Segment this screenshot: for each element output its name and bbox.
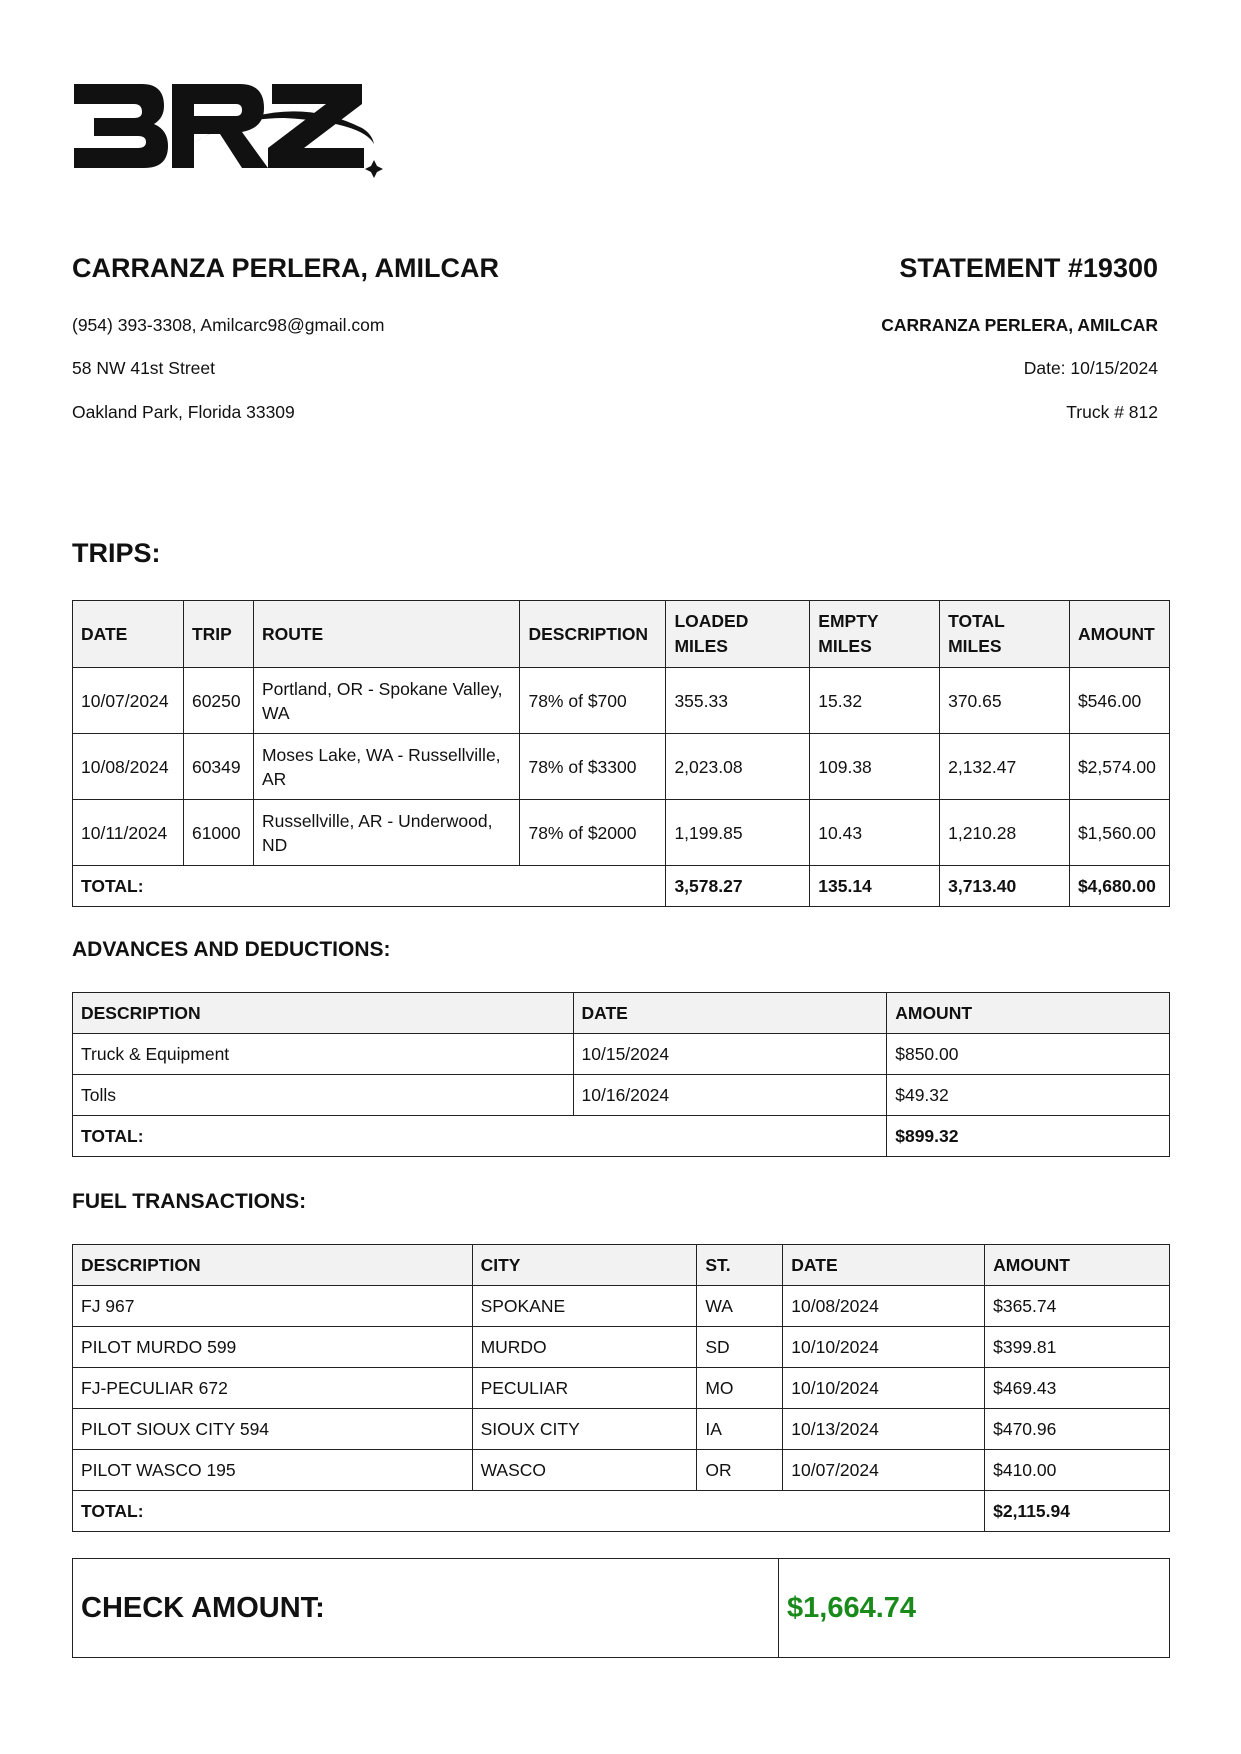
col-amount: AMOUNT (1069, 601, 1169, 668)
driver-name: CARRANZA PERLERA, AMILCAR (72, 253, 499, 283)
cell: IA (697, 1409, 783, 1450)
cell: 1,210.28 (940, 800, 1070, 866)
fuel-total-row (73, 1491, 1170, 1532)
cell: 78% of $3300 (520, 734, 666, 800)
cell: $410.00 (985, 1450, 1170, 1491)
cell: 370.65 (940, 668, 1070, 734)
table-row (73, 1286, 1170, 1327)
cell: MO (697, 1368, 783, 1409)
table-row (73, 1409, 1170, 1450)
cell: 10/10/2024 (783, 1368, 985, 1409)
check-amount-value: $1,664.74 (787, 1591, 917, 1624)
trips-heading: TRIPS: (72, 538, 161, 568)
cell: $850.00 (887, 1034, 1170, 1075)
cell: Moses Lake, WA - Russellville, AR (253, 734, 520, 800)
check-amount-label: CHECK AMOUNT: (73, 1559, 779, 1657)
col-total-miles: TOTAL MILES (940, 601, 1070, 668)
cell: 10/08/2024 (73, 734, 184, 800)
cell: $365.74 (985, 1286, 1170, 1327)
col-city: CITY (472, 1245, 697, 1286)
cell: 10/10/2024 (783, 1327, 985, 1368)
cell: $469.43 (985, 1368, 1170, 1409)
cell: 60349 (183, 734, 253, 800)
cell: SPOKANE (472, 1286, 697, 1327)
cell: 10/11/2024 (73, 800, 184, 866)
table-row (73, 1368, 1170, 1409)
trips-total-row (73, 866, 1170, 907)
cell: FJ 967 (73, 1286, 473, 1327)
driver-contact: (954) 393-3308, Amilcarc98@gmail.com (72, 315, 385, 335)
deductions-heading: ADVANCES AND DEDUCTIONS: (72, 938, 391, 961)
cell: $470.96 (985, 1409, 1170, 1450)
cell: 10/13/2024 (783, 1409, 985, 1450)
cell: 10/08/2024 (783, 1286, 985, 1327)
brz-logo-icon (72, 78, 392, 198)
cell: PECULIAR (472, 1368, 697, 1409)
table-row (73, 1327, 1170, 1368)
cell: SIOUX CITY (472, 1409, 697, 1450)
cell: 2,023.08 (666, 734, 810, 800)
cell: 10.43 (810, 800, 940, 866)
statement-block (598, 252, 1158, 284)
check-amount-box (72, 1558, 1170, 1658)
driver-city: Oakland Park, Florida 33309 (72, 402, 295, 422)
cell: $1,560.00 (1069, 800, 1169, 866)
driver-block (72, 252, 632, 284)
col-route: ROUTE (253, 601, 520, 668)
total-amount: $4,680.00 (1069, 866, 1169, 907)
total-amount: $899.32 (887, 1116, 1170, 1157)
cell: WA (697, 1286, 783, 1327)
col-amount: AMOUNT (887, 993, 1170, 1034)
statement-title: STATEMENT #19300 (899, 253, 1158, 283)
trips-header-row (73, 601, 1170, 668)
table-row (73, 1034, 1170, 1075)
col-date: DATE (573, 993, 887, 1034)
driver-street: 58 NW 41st Street (72, 358, 215, 378)
col-description: DESCRIPTION (73, 993, 574, 1034)
cell: FJ-PECULIAR 672 (73, 1368, 473, 1409)
col-loaded-miles: LOADED MILES (666, 601, 810, 668)
col-trip: TRIP (183, 601, 253, 668)
col-empty-miles: EMPTY MILES (810, 601, 940, 668)
cell: 78% of $2000 (520, 800, 666, 866)
statement-date: Date: 10/15/2024 (1023, 358, 1158, 378)
cell: 60250 (183, 668, 253, 734)
cell: 15.32 (810, 668, 940, 734)
cell: 109.38 (810, 734, 940, 800)
cell: $399.81 (985, 1327, 1170, 1368)
cell: PILOT SIOUX CITY 594 (73, 1409, 473, 1450)
col-description: DESCRIPTION (520, 601, 666, 668)
total-amount: $2,115.94 (985, 1491, 1170, 1532)
total-empty-miles: 135.14 (810, 866, 940, 907)
table-row (73, 1075, 1170, 1116)
cell: Truck & Equipment (73, 1034, 574, 1075)
cell: WASCO (472, 1450, 697, 1491)
table-row (73, 668, 1170, 734)
cell: $546.00 (1069, 668, 1169, 734)
cell: 61000 (183, 800, 253, 866)
cell: Portland, OR - Spokane Valley, WA (253, 668, 520, 734)
fuel-table (72, 1244, 1170, 1532)
deductions-total-row (73, 1116, 1170, 1157)
deductions-header-row (73, 993, 1170, 1034)
cell: MURDO (472, 1327, 697, 1368)
cell: 2,132.47 (940, 734, 1070, 800)
cell: OR (697, 1450, 783, 1491)
cell: Russellville, AR - Underwood, ND (253, 800, 520, 866)
table-row (73, 734, 1170, 800)
deductions-table (72, 992, 1170, 1157)
total-label: TOTAL: (73, 1491, 985, 1532)
cell: 10/07/2024 (73, 668, 184, 734)
statement-name: CARRANZA PERLERA, AMILCAR (881, 315, 1158, 335)
cell: $2,574.00 (1069, 734, 1169, 800)
fuel-heading: FUEL TRANSACTIONS: (72, 1190, 307, 1213)
total-label: TOTAL: (73, 1116, 887, 1157)
cell: 10/07/2024 (783, 1450, 985, 1491)
total-loaded-miles: 3,578.27 (666, 866, 810, 907)
cell: SD (697, 1327, 783, 1368)
cell: $49.32 (887, 1075, 1170, 1116)
cell: 10/15/2024 (573, 1034, 887, 1075)
cell: 1,199.85 (666, 800, 810, 866)
cell: PILOT MURDO 599 (73, 1327, 473, 1368)
col-description: DESCRIPTION (73, 1245, 473, 1286)
total-label: TOTAL: (73, 866, 666, 907)
cell: 355.33 (666, 668, 810, 734)
trips-table (72, 600, 1170, 907)
statement-truck: Truck # 812 (1066, 402, 1158, 422)
cell: PILOT WASCO 195 (73, 1450, 473, 1491)
col-state: ST. (697, 1245, 783, 1286)
col-amount: AMOUNT (985, 1245, 1170, 1286)
cell: 78% of $700 (520, 668, 666, 734)
fuel-header-row (73, 1245, 1170, 1286)
col-date: DATE (783, 1245, 985, 1286)
table-row (73, 800, 1170, 866)
cell: Tolls (73, 1075, 574, 1116)
cell: 10/16/2024 (573, 1075, 887, 1116)
table-row (73, 1450, 1170, 1491)
total-miles: 3,713.40 (940, 866, 1070, 907)
col-date: DATE (73, 601, 184, 668)
